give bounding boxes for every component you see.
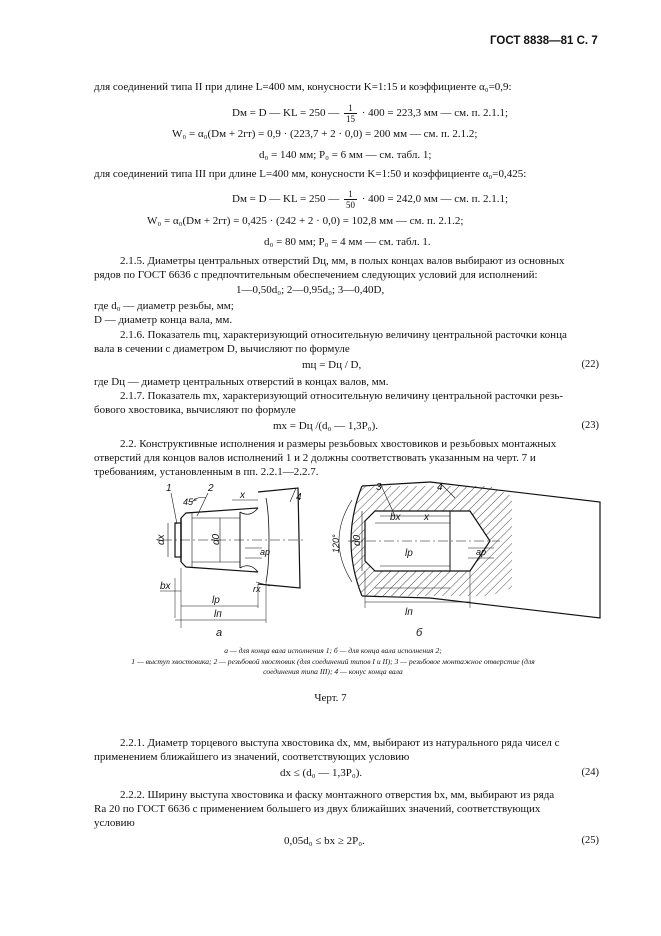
label-part-4-a: 4 <box>296 492 302 503</box>
figure-caption-line: а — для конца вала исполнения 1; б — для конца вала исполнения 2; <box>224 646 442 655</box>
label-part-2: 2 <box>208 483 214 494</box>
label-part-1: 1 <box>166 483 172 494</box>
equation-number-24: (24) <box>581 767 599 778</box>
equation-number-25: (25) <box>581 835 599 846</box>
equation-w0-1: W₀ = α₀(Dм + 2rт) = 0,9 · (223,7 + 2 · 0,0) = 200 мм — см. п. 2.1.2; <box>172 128 478 140</box>
equation-conditions: 1—0,50d₀; 2—0,95d₀; 3—0,40D, <box>236 284 385 296</box>
text-line: для соединений типа II при длине L=400 мм, конусности K=1:15 и коэффициенте α₀=0,9: <box>94 81 512 93</box>
fraction-numerator: 1 <box>344 103 357 114</box>
technical-drawing <box>0 478 661 640</box>
text-line: бового хвостовика, вычисляют по формуле <box>94 404 296 416</box>
equation-number-23: (23) <box>581 420 599 431</box>
label-ap-a: ap <box>260 547 271 557</box>
panel-label-a: а <box>216 627 223 639</box>
label-d0-b: d0 <box>352 534 363 546</box>
label-d0-a: d0 <box>211 533 222 545</box>
figure-caption-line: соединения типа III); 4 — конус конца вала <box>263 667 403 676</box>
fraction-numerator: 1 <box>344 189 357 200</box>
label-bx-b: bx <box>390 512 401 523</box>
text-line: D — диаметр конца вала, мм. <box>94 314 233 326</box>
text-line: для соединений типа III при длине L=400 мм, конусности K=1:50 и коэффициенте α₀=0,425: <box>94 168 527 180</box>
label-x-b: x <box>424 512 429 523</box>
drawing-panel-a-labels <box>156 483 302 639</box>
fraction-1-15 <box>344 103 357 124</box>
drawing-panel-b <box>339 482 600 618</box>
label-part-3: 3 <box>376 482 382 493</box>
figure-title: Черт. 7 <box>314 692 347 704</box>
label-ln-a: lп <box>214 609 222 620</box>
equation-part: · 400 = 242,0 мм — см. п. 2.1.1; <box>359 193 509 206</box>
text-line: вала в сечении с диаметром D, вычисляют по формуле <box>94 343 350 355</box>
page-header: ГОСТ 8838—81 С. 7 <box>490 35 598 47</box>
text-line: где d₀ — диаметр резьбы, мм; <box>94 300 234 312</box>
text-line: 2.1.7. Показатель mх, характеризующий относительную величину центральной расточки резь- <box>120 390 564 402</box>
equation-part: Dм = D — KL = 250 — <box>232 107 343 120</box>
label-lp-a: lp <box>212 595 220 606</box>
equation-d0-2: d₀ = 80 мм; P₀ = 4 мм — см. табл. 1. <box>264 236 431 248</box>
text-line: Ra 20 по ГОСТ 6636 с применением большего из двух ближайших значений, соответствующих <box>94 803 541 815</box>
label-angle-45: 45° <box>183 497 197 507</box>
label-part-4-b: 4 <box>437 482 443 493</box>
equation-23: mх = Dц /(d₀ — 1,3P₀). <box>273 420 379 432</box>
text-line: отверстий для концов валов исполнений 1 и 2 должны соответствовать указанным на черт. 7 и <box>94 452 536 464</box>
fraction-denominator: 15 <box>346 114 356 124</box>
label-ln-b: lп <box>405 607 413 618</box>
text-line: 2.2.2. Ширину выступа хвостовика и фаску монтажного отверстия bх, мм, выбирают из ряда <box>120 789 555 801</box>
text-line: 2.2. Конструктивные исполнения и размеры резьбовых хвостовиков и резьбовых монтажных <box>120 438 557 450</box>
text-line: где Dц — диаметр центральных отверстий в концах валов, мм. <box>94 376 389 388</box>
equation-d0-1: d₀ = 140 мм; P₀ = 6 мм — см. табл. 1; <box>259 149 432 161</box>
text-line: рядов по ГОСТ 6636 с предпочтительным обеспечением следующих условий для исполнений: <box>94 269 538 281</box>
equation-dm-2 <box>232 189 508 210</box>
drawing-panel-a <box>160 488 305 628</box>
label-ap-b: ap <box>476 547 487 557</box>
fraction-1-50 <box>344 189 357 210</box>
text-line: 2.2.1. Диаметр торцевого выступа хвостовика dх, мм, выбирают из натурального ряда чисел с <box>120 737 560 749</box>
text-line: условию <box>94 817 135 829</box>
text-line: 2.1.5. Диаметры центральных отверстий Dц, мм, в полых концах валов выбирают из основных <box>120 255 565 267</box>
label-bx-a: bx <box>160 581 171 592</box>
panel-label-b: б <box>416 627 423 639</box>
text-line: 2.1.6. Показатель mц, характеризующий относительную величину центральной расточки конца <box>120 329 567 341</box>
label-x-a: x <box>240 490 245 501</box>
equation-22: mц = Dц / D, <box>302 359 362 371</box>
label-dx: dx <box>156 534 167 545</box>
equation-part: · 400 = 223,3 мм — см. п. 2.1.1; <box>359 107 509 120</box>
label-rx: rx <box>253 584 261 594</box>
label-angle-120: 120° <box>331 534 341 553</box>
text-line: применением ближайшего из значений, соответствующих условию <box>94 751 410 763</box>
equation-w0-2: W₀ = α₀(Dм + 2rт) = 0,425 · (242 + 2 · 0,0) = 102,8 мм — см. п. 2.1.2; <box>147 215 464 227</box>
text-line: требованиям, установленным в пп. 2.2.1—2.2.7. <box>94 466 319 478</box>
fraction-denominator: 50 <box>346 200 356 210</box>
equation-dm-1 <box>232 103 508 124</box>
equation-number-22: (22) <box>581 359 599 370</box>
label-lp-b: lp <box>405 548 413 559</box>
equation-24: dх ≤ (d₀ — 1,3P₀). <box>280 767 363 779</box>
equation-part: Dм = D — KL = 250 — <box>232 193 343 206</box>
figure-caption-line: 1 — выступ хвостовика; 2 — резьбовой хвостовик (для соединений типов I и II); 3 — резьбовое монтажное отверстие (для <box>131 657 535 666</box>
equation-25: 0,05d₀ ≤ bх ≥ 2P₀. <box>284 835 365 847</box>
